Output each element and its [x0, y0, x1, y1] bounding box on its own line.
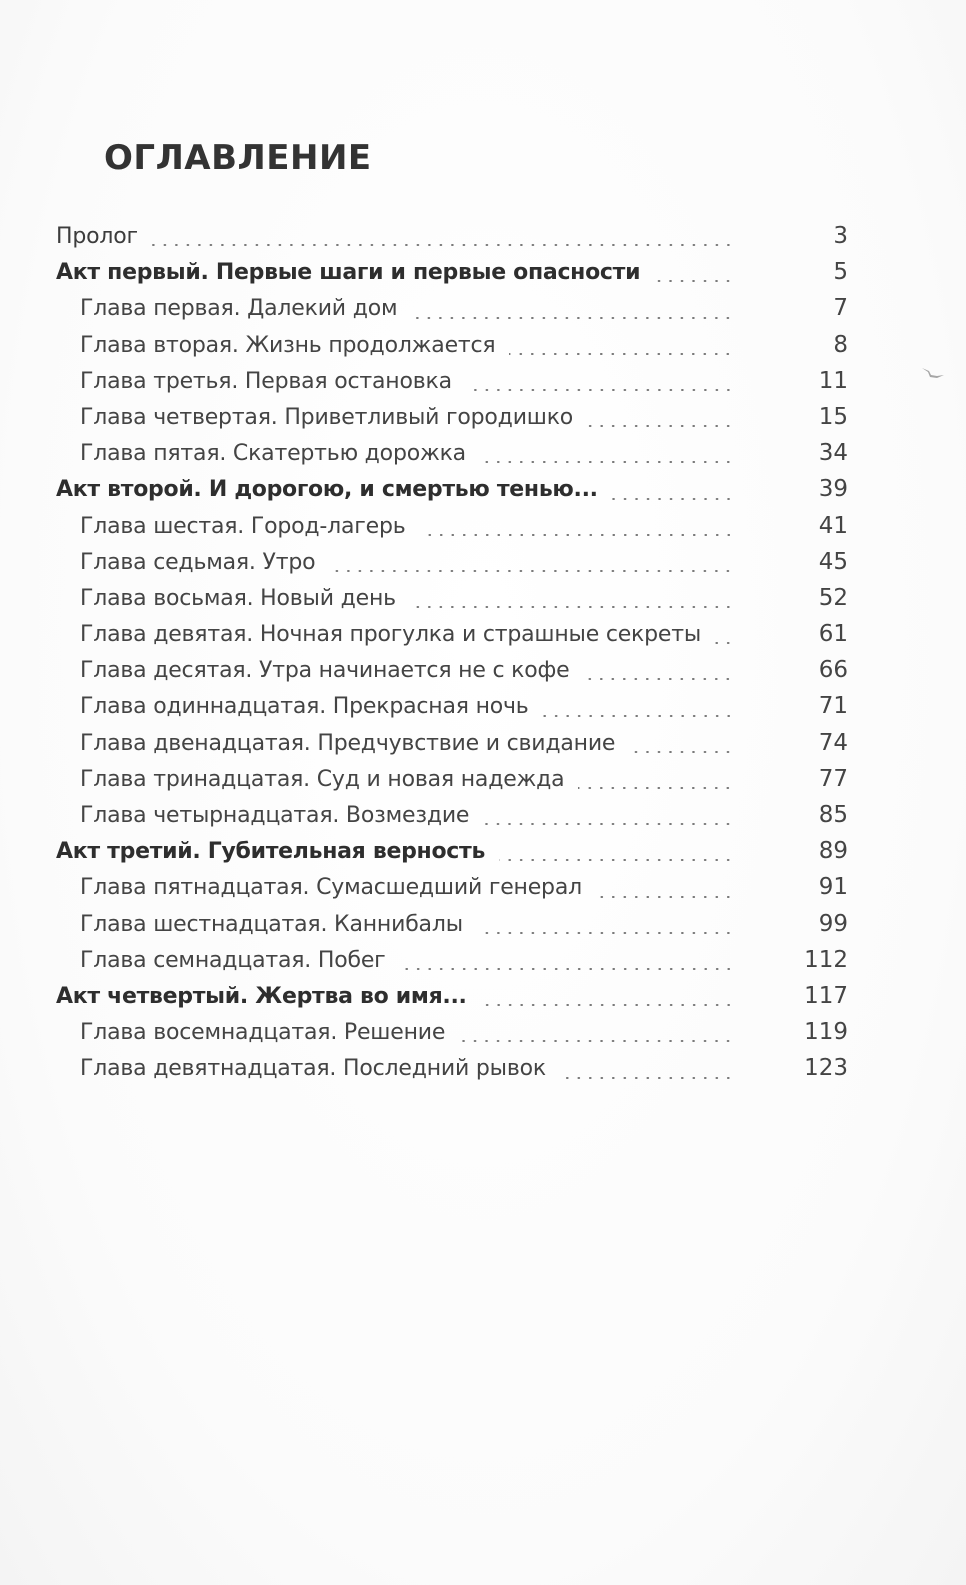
toc-entry-chapter-1	[56, 290, 848, 326]
entry-title: Глава восьмая. Новый день	[80, 585, 396, 611]
dot-leader	[420, 534, 735, 536]
entry-page-number: 61	[818, 621, 848, 648]
entry-page-number: 74	[818, 729, 848, 756]
entry-title: Акт третий. Губительная верность	[56, 839, 486, 865]
toc-entry-chapter-8	[56, 580, 848, 616]
entry-page-number: 119	[804, 1019, 848, 1046]
dot-leader	[481, 1004, 734, 1006]
entry-title: Глава вторая. Жизнь продолжается	[80, 332, 496, 358]
entry-page-number: 39	[818, 476, 848, 503]
entry-page-number: 52	[818, 584, 848, 611]
entry-title: Глава четырнадцатая. Возмездие	[80, 803, 470, 828]
toc-entry-chapter-11	[56, 688, 848, 724]
dot-leader	[329, 570, 734, 572]
entry-page-number: 7	[833, 295, 848, 322]
dot-leader	[411, 317, 734, 319]
entry-page-number: 71	[818, 693, 848, 720]
toc-entry-chapter-12	[56, 725, 848, 761]
dot-leader	[509, 353, 734, 355]
toc-entry-chapter-2	[56, 327, 848, 363]
dot-leader	[483, 823, 734, 825]
entry-page-number: 117	[804, 982, 848, 1009]
entry-title: Акт второй. И дорогою, и смертью тенью...	[56, 477, 598, 503]
toc-entry-chapter-17	[56, 942, 848, 978]
entry-page-number: 66	[818, 657, 848, 684]
entry-page-number: 85	[818, 802, 848, 828]
dot-leader	[410, 606, 734, 608]
dot-leader	[654, 280, 734, 282]
dot-leader	[400, 968, 734, 970]
toc-entry-prologue	[56, 218, 848, 254]
toc-entry-chapter-10	[56, 652, 848, 688]
entry-page-number: 91	[818, 874, 848, 901]
toc-entry-chapter-9	[56, 616, 848, 652]
toc-entry-chapter-19	[56, 1050, 848, 1086]
dot-leader	[152, 244, 734, 246]
dot-leader	[578, 787, 734, 789]
toc-entry-chapter-15	[56, 869, 848, 905]
entry-title: Пролог	[56, 224, 138, 249]
toc-entry-chapter-4	[56, 399, 848, 435]
dot-leader	[587, 425, 734, 427]
entry-title: Глава пятнадцатая. Сумасшедший генерал	[80, 875, 582, 901]
dot-leader	[466, 389, 734, 391]
toc-entry-act-3	[56, 833, 848, 869]
entry-title: Глава четвертая. Приветливый городишко	[80, 404, 574, 430]
dot-leader	[715, 642, 734, 644]
toc-entry-chapter-7	[56, 544, 848, 580]
entry-page-number: 123	[804, 1055, 848, 1082]
entry-page-number: 11	[818, 367, 848, 394]
dot-leader	[459, 1040, 734, 1042]
entry-title: Глава девятнадцатая. Последний рывок	[80, 1056, 546, 1082]
entry-page-number: 112	[804, 946, 848, 973]
dot-leader	[499, 859, 734, 861]
dot-leader	[596, 896, 734, 898]
toc-entry-chapter-14	[56, 797, 848, 833]
entry-title: Глава пятая. Скатертью дорожка	[80, 441, 466, 467]
entry-title: Глава одиннадцатая. Прекрасная ночь	[80, 694, 529, 720]
dot-leader	[560, 1077, 734, 1079]
scan-speck-mark	[920, 366, 946, 380]
entry-title: Глава семнадцатая. Побег	[80, 947, 386, 973]
entry-page-number: 45	[818, 548, 848, 575]
entry-title: Акт первый. Первые шаги и первые опасности	[56, 260, 641, 286]
entry-title: Глава двенадцатая. Предчувствие и свидание	[80, 730, 616, 756]
toc-entry-chapter-16	[56, 906, 848, 942]
entry-title: Глава первая. Далекий дом	[80, 296, 398, 322]
entry-title: Глава шестнадцатая. Каннибалы	[80, 911, 463, 937]
dot-leader	[477, 932, 734, 934]
entry-page-number: 77	[818, 765, 848, 792]
dot-leader	[583, 678, 734, 680]
entry-page-number: 8	[833, 331, 848, 358]
entry-title: Глава тринадцатая. Суд и новая надежда	[80, 766, 565, 792]
toc-heading: ОГЛАВЛЕНИЕ	[104, 138, 372, 178]
dot-leader	[629, 751, 734, 753]
toc-entry-chapter-3	[56, 363, 848, 399]
toc-entry-chapter-5	[56, 435, 848, 471]
entry-page-number: 41	[818, 512, 848, 539]
toc-entry-chapter-6	[56, 508, 848, 544]
entry-page-number: 89	[818, 838, 848, 865]
toc-entry-chapter-18	[56, 1014, 848, 1050]
toc-entry-chapter-13	[56, 761, 848, 797]
entry-page-number: 15	[818, 403, 848, 430]
entry-title: Глава десятая. Утра начинается не с кофе	[80, 658, 570, 684]
entry-title: Глава седьмая. Утро	[80, 549, 316, 575]
toc-entry-act-1	[56, 254, 848, 290]
toc-entry-act-2	[56, 471, 848, 507]
entry-title: Глава шестая. Город-лагерь	[80, 513, 406, 539]
toc-entry-act-4	[56, 978, 848, 1014]
dot-leader	[612, 498, 734, 500]
entry-title: Акт четвертый. Жертва во имя...	[56, 983, 467, 1009]
entry-title: Глава девятая. Ночная прогулка и страшные секреты	[80, 622, 702, 648]
entry-page-number: 5	[833, 259, 848, 286]
entry-title: Глава восемнадцатая. Решение	[80, 1020, 446, 1046]
entry-title: Глава третья. Первая остановка	[80, 368, 452, 394]
entry-page-number: 3	[833, 223, 848, 249]
table-of-contents	[56, 218, 848, 1087]
dot-leader	[543, 715, 734, 717]
entry-page-number: 34	[818, 440, 848, 467]
entry-page-number: 99	[818, 910, 848, 937]
dot-leader	[480, 461, 734, 463]
